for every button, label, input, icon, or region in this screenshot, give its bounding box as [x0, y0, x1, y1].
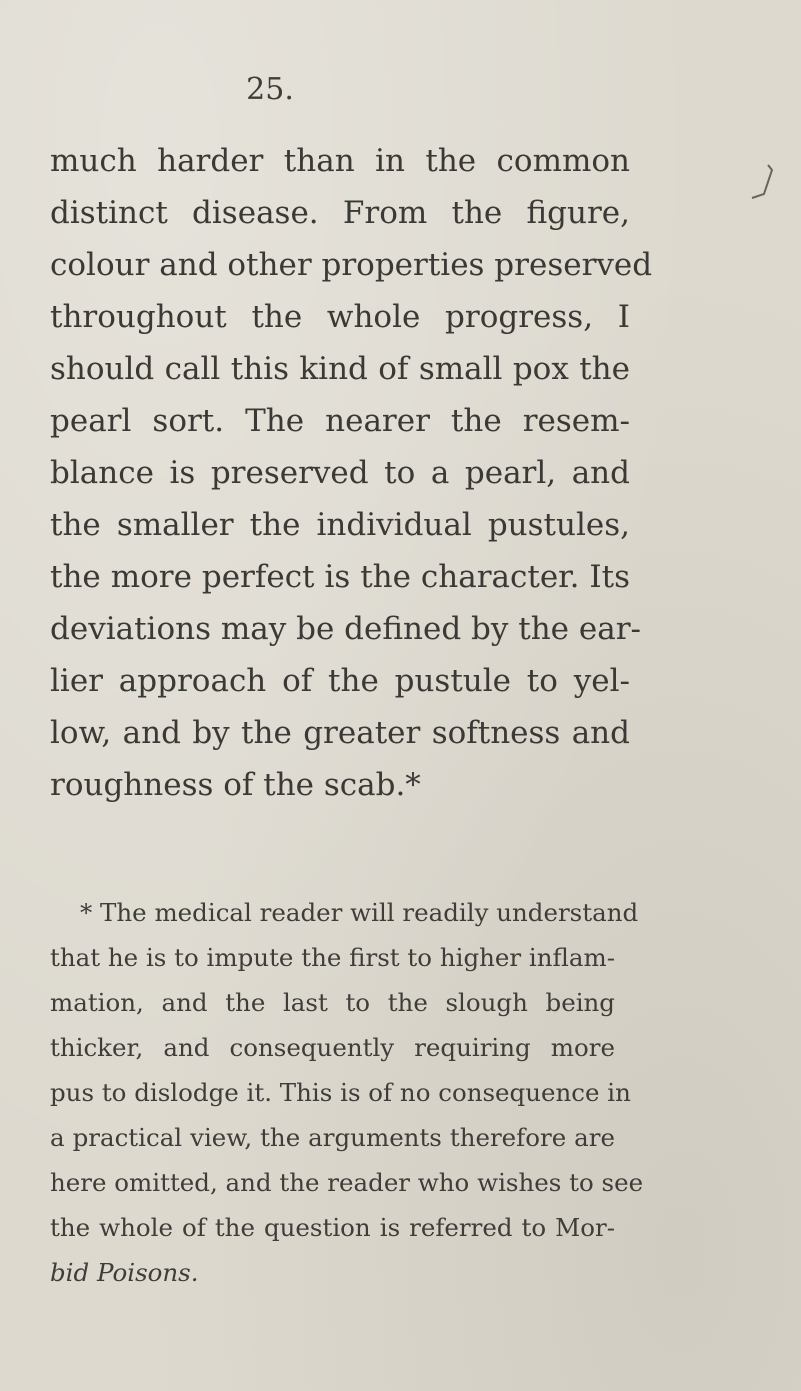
page-number: 25.: [246, 72, 294, 107]
body-line: should call this kind of small pox the: [50, 351, 630, 387]
body-line: much harder than in the common: [50, 143, 630, 179]
body-line: the more perfect is the character. Its: [50, 559, 630, 595]
body-line: deviations may be defined by the ear-: [50, 611, 641, 647]
body-line-last: roughness of the scab.*: [50, 767, 421, 803]
footnote-line: the whole of the question is referred to Mor-: [50, 1213, 615, 1242]
body-line: throughout the whole progress, I: [50, 299, 630, 335]
footnote-line: pus to dislodge it. This is of no consequence in: [50, 1078, 631, 1107]
body-line: distinct disease. From the figure,: [50, 195, 630, 231]
margin-mark-decoration: [738, 160, 778, 200]
body-line: lier approach of the pustule to yel-: [50, 663, 630, 699]
footnote-line: here omitted, and the reader who wishes to see: [50, 1168, 644, 1197]
body-line: low, and by the greater softness and: [50, 715, 630, 751]
body-line: blance is preserved to a pearl, and: [50, 455, 630, 491]
footnote-line: a practical view, the arguments therefore are: [50, 1123, 615, 1152]
footnote-line: * The medical reader will readily understand: [80, 898, 639, 927]
body-line: pearl sort. The nearer the resem-: [50, 403, 630, 439]
body-line: the smaller the individual pustules,: [50, 507, 630, 543]
footnote-line-last: bid Poisons.: [50, 1258, 199, 1287]
footnote-line: that he is to impute the first to higher inflam-: [50, 943, 615, 972]
footnote-line: mation, and the last to the slough being: [50, 988, 615, 1017]
body-line: colour and other properties preserved: [50, 247, 653, 283]
footnote: [50, 890, 644, 1295]
footnote-line: thicker, and consequently requiring more: [50, 1033, 615, 1062]
body-text: [50, 135, 653, 811]
